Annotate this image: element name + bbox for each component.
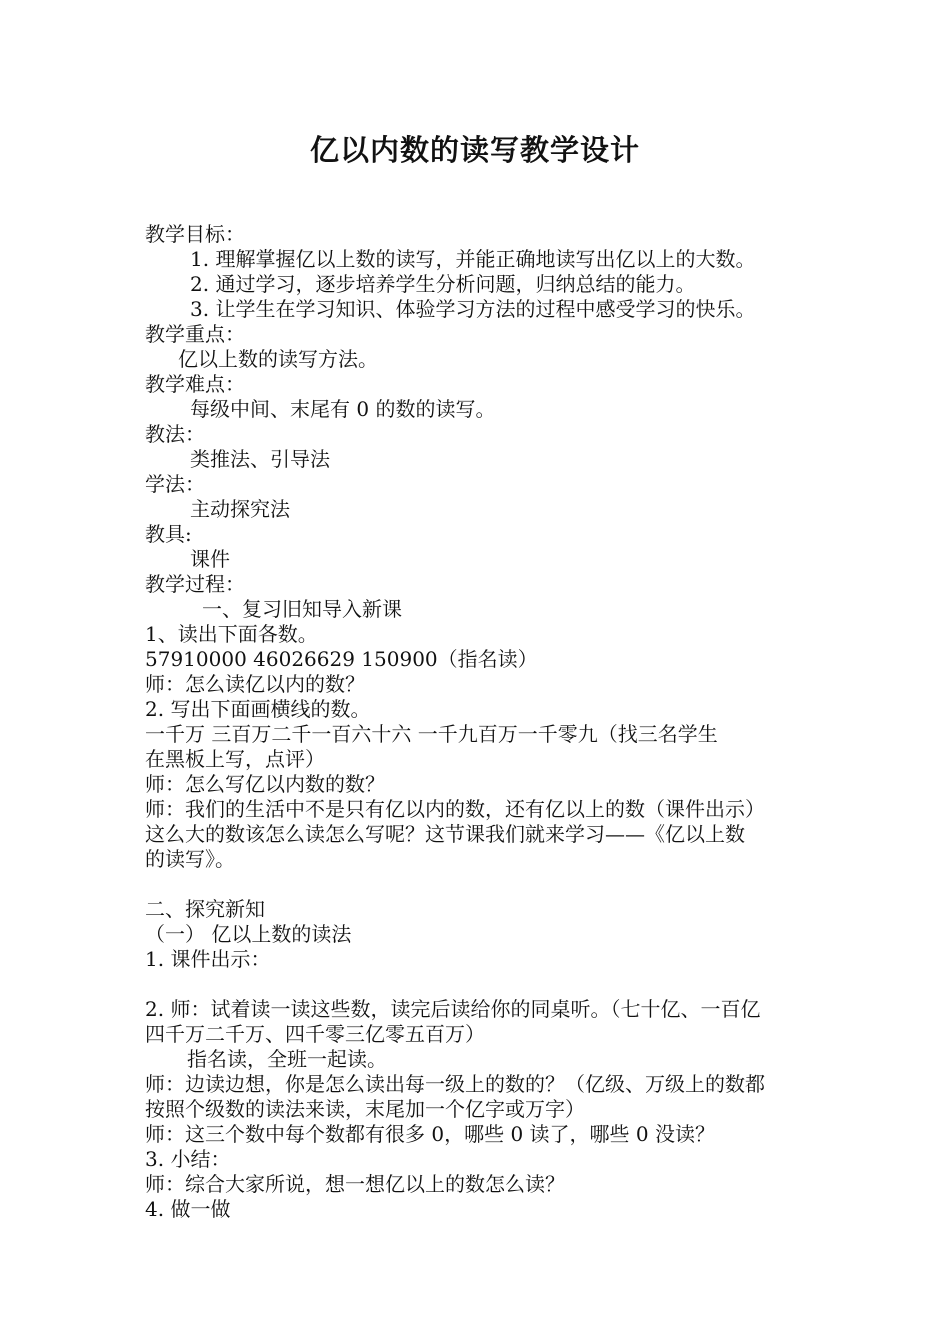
process-line: 指名读，全班一起读。: [187, 1047, 387, 1071]
objective-2: 2. 通过学习，逐步培养学生分析问题，归纳总结的能力。: [190, 272, 696, 296]
process-line: 师：怎么写亿以内数的数？: [145, 772, 385, 796]
process-line: 在黑板上写，点评）: [145, 747, 325, 771]
process-line: 2. 师：试着读一读这些数，读完后读给你的同桌听。（七十亿、一百亿: [145, 997, 761, 1021]
process-line: 57910000 46026629 150900（指名读）: [145, 647, 538, 671]
process-line: 1. 课件出示：: [145, 947, 271, 971]
heading-teaching-aids: 教具:: [145, 522, 192, 546]
process-line: 师：怎么读亿以内的数？: [145, 672, 365, 696]
teaching-aids-text: 课件: [190, 547, 230, 571]
process-line: 3. 小结：: [145, 1147, 231, 1171]
heading-learning-method: 学法：: [145, 472, 205, 496]
section-2-heading: 二、探究新知: [145, 897, 265, 921]
process-line: 四千万二千万、四千零三亿零五百万）: [145, 1022, 485, 1046]
process-line: 这么大的数该怎么读怎么写呢？这节课我们就来学习——《亿以上数: [145, 822, 745, 846]
objective-3: 3. 让学生在学习知识、体验学习方法的过程中感受学习的快乐。: [190, 297, 756, 321]
process-line: 一千万 三百万二千一百六十六 一千九百万一千零九（找三名学生: [145, 722, 718, 746]
process-line: 按照个级数的读法来读，末尾加一个亿字或万字）: [145, 1097, 585, 1121]
difficulty-text: 每级中间、末尾有 0 的数的读写。: [190, 397, 496, 421]
heading-process: 教学过程：: [145, 572, 245, 596]
process-line: 4. 做一做: [145, 1197, 231, 1221]
teaching-method-text: 类推法、引导法: [190, 447, 330, 471]
process-line: 师：我们的生活中不是只有亿以内的数，还有亿以上的数（课件出示）: [145, 797, 765, 821]
key-point-text: 亿以上数的读写方法。: [178, 347, 378, 371]
section-1-heading: 一、复习旧知导入新课: [202, 597, 402, 621]
subsection-heading: （一） 亿以上数的读法: [145, 922, 352, 946]
document-body: [145, 222, 825, 1222]
process-line: 师：边读边想，你是怎么读出每一级上的数的？（亿级、万级上的数都: [145, 1072, 765, 1096]
heading-difficulty: 教学难点：: [145, 372, 245, 396]
objective-1: 1. 理解掌握亿以上数的读写，并能正确地读写出亿以上的大数。: [190, 247, 756, 271]
blank-line: [145, 872, 825, 897]
learning-method-text: 主动探究法: [190, 497, 290, 521]
heading-objectives: 教学目标：: [145, 222, 245, 246]
process-line: 1、读出下面各数。: [145, 622, 318, 646]
blank-line: [145, 972, 825, 997]
heading-key-point: 教学重点：: [145, 322, 245, 346]
process-line: 师：这三个数中每个数都有很多 0，哪些 0 读了，哪些 0 没读？: [145, 1122, 715, 1146]
document-title: 亿以内数的读写教学设计: [309, 133, 640, 167]
heading-teaching-method: 教法：: [145, 422, 205, 446]
process-line: 的读写》。: [145, 847, 235, 871]
process-line: 2. 写出下面画横线的数。: [145, 697, 371, 721]
process-line: 师：综合大家所说，想一想亿以上的数怎么读？: [145, 1172, 565, 1196]
